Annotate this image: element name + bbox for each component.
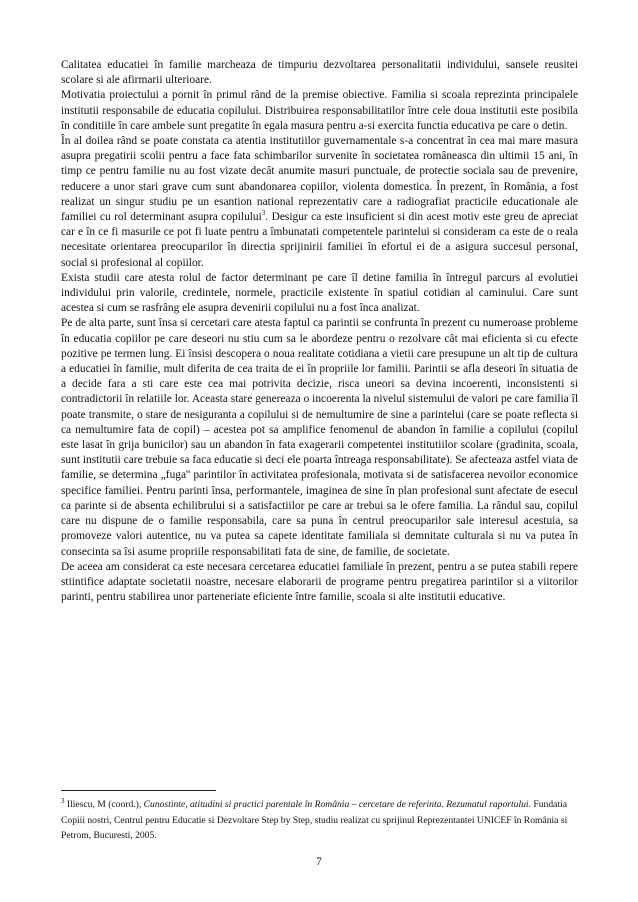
footnote-reference: 3 <box>261 209 266 218</box>
paragraph-government-attention-part2: . Desigur ca este insuficient si din acest motiv este greu de apreciat car e în ce fi masurile ce pot fi luate pentru a îmbunatati competentele parintelui si consideram ca este de o reala necesitate orientarea preocuparilor în directia sprijinirii familiei în efortul ei de a asigura succesul personal, social si profesional al copiilor. <box>61 211 578 269</box>
paragraph-intro: Calitatea educatiei în familie marcheaza de timpuriu dezvoltarea personalitatii individului, sansele reusitei scolare si ale afirmarii ulterioare. <box>61 59 578 87</box>
paragraph-parent-problems: Pe de alta parte, sunt însa si cercetari care atesta faptul ca parintii se confrunta în prezent cu numeroase probleme în educatia copiilor pe care deseori nu stiu cum sa le abordeze pentru o rezolvare cât mai eficienta si cu efecte pozitive pe termen lung. Ei însisi descopera o noua realitate cotidiana a vietii care presupune un alt tip de cultura a educatiei în familie, mult diferita de cea traita de ei în propriile lor familii. Parintii se afla deseori în situatia de a decide fara a sti care este cea mai potrivita decizie, risca uneori sa devina incoerenti, inconsistenti si contradictorii în relatiile lor. Aceasta stare genereaza o incoerenta la nivelul sistemului de valori pe care familia îl poate transmite, o stare de nesiguranta a copilului si de nemultumire de sine a parintelui (care se poate reflecta si ca nemultumire fata de copil) – acestea pot sa amplifice fenomenul de abandon în familie a copilului (copilul este lasat în grija bunicilor) sau un abandon în fata exagerarii competentei institutiilor scolare (gradinita, scoala, sunt institutii care trebuie sa faca educatie si deci ele poarta întreaga responsabilitate). Se afecteaza astfel viata de familie, se determina „fuga'' parintilor în activitatea profesionala, motivata si de satisfacerea nevoilor economice specifice familiei. Pentru parinti însa, performantele, imaginea de sine în plan profesional sunt afectate de esecul ca parinte si de absenta echilibrului si a satisfactiilor pe care ar trebui sa le ofere familia. La rândul sau, copilul care nu dispune de o familie responsabila, care sa puna în centrul preocuparilor sale interesul acestuia, sa promoveze valori autentice, nu va putea sa capete identitate familiala si demnitate culturala si nu va putea în consecinta sa îsi asume propriile responsabilitati fata de sine, de familie, de societate. <box>61 317 578 558</box>
paragraph-conclusion: De aceea am considerat ca este necesara cercetarea educatiei familiale în prezent, pentru a se putea stabili repere stiintifice adaptate societatii noastre, necesare elaborarii de programe pentru pregatirea parintilor si a viitorilor parinti, pentru stabilirea unor parteneriate eficiente între familie, scoala si alte institutii educative. <box>61 560 578 604</box>
footnote-separator <box>61 790 216 791</box>
footnote-details: . Fundatia Copiii nostri, Centrul pentru Educatie si Dezvoltare Step by Step, studiu realizat cu sprijinul Reprezentantei UNICEF în România si Petrom, Bucuresti, 2005. <box>61 799 568 841</box>
paragraph-family-role: Exista studii care atesta rolul de factor determinant pe care îl detine familia în întregul parcurs al evolutiei individului prin valorile, credintele, normele, practicile existente în spatiul cotidian al caminului. Care sunt acestea si cum se rasfrâng ele asupra devenirii copilului nu a fost înca analizat. <box>61 271 578 315</box>
footnote-title: Cunostinte, atitudini si practici parentale în România – cercetare de referinta. Rezumatul raportului <box>143 799 529 810</box>
body-text <box>61 58 578 605</box>
paragraph-government-attention-part1: În al doilea rând se poate constata ca atentia institutiilor guvernamentale s-a concentrat în cea mai mare masura asupra pregatirii scolii pentru a face fata schimbarilor survenite în societatea româneasca din ultimii 15 ani, în timp ce pentru familie nu au fost vizate decât anumite masuri punctuale, de protectie sociala sau de prevenire, reducere a unor stari grave cum sunt abandonarea copiilor, violenta domestica. În prezent, în România, a fost realizat un singur studiu pe un esantion national reprezentativ care a radiografiat practicile educationale ale familiei cu rol determinant asupra copilului <box>61 135 578 224</box>
paragraph-motivation: Motivatia proiectului a pornit în primul rând de la premise obiective. Familia si scoala reprezinta principalele institutii responsabile de educatia copilului. Distribuirea responsabilitatilor între cele doua institutii este posibila în conditiile în care ambele sunt pregatite în egala masura pentru a-si exercita functia educativa pe care o detin. <box>61 89 578 132</box>
page-number: 7 <box>316 856 322 868</box>
paragraph-government-attention <box>61 134 578 271</box>
footnote-marker: 3 <box>61 796 65 805</box>
footnote-authors: Iliescu, M (coord.), <box>64 799 144 810</box>
footnote <box>61 797 578 844</box>
